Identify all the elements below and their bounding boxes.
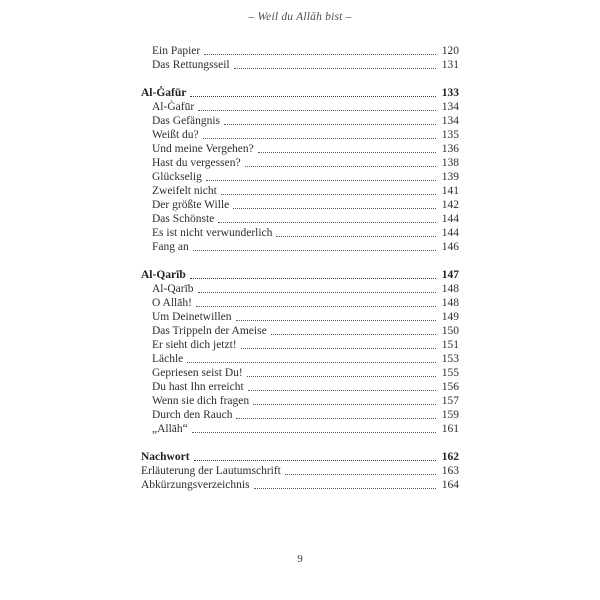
toc-entry-page-number: 144 (441, 213, 459, 225)
toc-entry-page-number: 164 (441, 479, 459, 491)
toc-entry-label: Wenn sie dich fragen (152, 395, 250, 407)
toc-entry-page-number: 161 (441, 423, 459, 435)
toc (141, 44, 459, 492)
toc-entry-page-number: 153 (441, 353, 459, 365)
toc-entry (141, 44, 459, 58)
toc-entry (141, 310, 459, 324)
folio-page-number: 9 (297, 553, 303, 565)
toc-entry (141, 282, 459, 296)
dot-leader (194, 460, 436, 461)
dot-leader (248, 390, 436, 391)
running-head-title: – Weil du Allāh bist – (248, 11, 352, 23)
dot-leader (203, 138, 436, 139)
toc-entry-page-number: 159 (441, 409, 459, 421)
toc-entry-page-number: 157 (441, 395, 459, 407)
toc-entry (141, 128, 459, 142)
toc-entry (141, 450, 459, 464)
toc-group (141, 44, 459, 72)
toc-entry-page-number: 134 (441, 101, 459, 113)
toc-entry-label: Er sieht dich jetzt! (152, 339, 237, 351)
toc-entry-page-number: 141 (441, 185, 459, 197)
dot-leader (221, 194, 436, 195)
toc-entry (141, 478, 459, 492)
toc-group (141, 268, 459, 436)
dot-leader (224, 124, 436, 125)
toc-entry-label: Hast du vergessen? (152, 157, 241, 169)
toc-entry-page-number: 147 (441, 269, 459, 281)
dot-leader (258, 152, 436, 153)
toc-group (141, 450, 459, 492)
toc-entry-label: Weißt du? (152, 129, 199, 141)
toc-entry (141, 226, 459, 240)
toc-entry-label: Al-Qarīb (141, 269, 186, 281)
dot-leader (245, 166, 436, 167)
toc-entry-label: Und meine Vergehen? (152, 143, 254, 155)
toc-entry (141, 142, 459, 156)
dot-leader (241, 348, 436, 349)
toc-entry-label: Der größte Wille (152, 199, 230, 211)
toc-entry-label: Es ist nicht verwunderlich (152, 227, 273, 239)
toc-entry (141, 268, 459, 282)
dot-leader (276, 236, 436, 237)
dot-leader (190, 278, 436, 279)
toc-entry (141, 198, 459, 212)
toc-entry-label: Du hast Ihn erreicht (152, 381, 244, 393)
toc-entry-page-number: 139 (441, 171, 459, 183)
toc-entry-label: Das Rettungsseil (152, 59, 230, 71)
toc-entry-page-number: 149 (441, 311, 459, 323)
toc-entry-label: Ein Papier (152, 45, 201, 57)
toc-entry (141, 324, 459, 338)
toc-entry-page-number: 150 (441, 325, 459, 337)
toc-entry (141, 100, 459, 114)
toc-entry-label: Lächle (152, 353, 184, 365)
dot-leader (198, 292, 436, 293)
dot-leader (190, 96, 436, 97)
toc-entry-page-number: 148 (441, 297, 459, 309)
toc-entry (141, 86, 459, 100)
toc-entry (141, 366, 459, 380)
dot-leader (236, 320, 436, 321)
toc-entry-label: Um Deinetwillen (152, 311, 232, 323)
toc-entry-label: Fang an (152, 241, 189, 253)
toc-entry-page-number: 146 (441, 241, 459, 253)
toc-entry-page-number: 156 (441, 381, 459, 393)
toc-entry-page-number: 134 (441, 115, 459, 127)
dot-leader (218, 222, 436, 223)
toc-entry-label: Abkürzungsverzeichnis (141, 479, 250, 491)
toc-entry-page-number: 131 (441, 59, 459, 71)
toc-entry-label: Glückselig (152, 171, 202, 183)
toc-entry (141, 464, 459, 478)
dot-leader (187, 362, 436, 363)
dot-leader (253, 404, 436, 405)
toc-entry (141, 380, 459, 394)
dot-leader (254, 488, 436, 489)
toc-entry-label: „Allāh“ (152, 423, 188, 435)
toc-entry (141, 352, 459, 366)
toc-entry-label: Zweifelt nicht (152, 185, 217, 197)
toc-entry (141, 296, 459, 310)
toc-entry-label: Das Schönste (152, 213, 215, 225)
toc-entry (141, 408, 459, 422)
toc-entry-page-number: 155 (441, 367, 459, 379)
toc-entry-label: Das Trippeln der Ameise (152, 325, 267, 337)
toc-entry-page-number: 138 (441, 157, 459, 169)
toc-entry (141, 240, 459, 254)
dot-leader (236, 418, 436, 419)
toc-entry-label: Gepriesen seist Du! (152, 367, 243, 379)
dot-leader (204, 54, 436, 55)
toc-entry-page-number: 148 (441, 283, 459, 295)
dot-leader (234, 68, 436, 69)
toc-entry (141, 58, 459, 72)
toc-entry-page-number: 136 (441, 143, 459, 155)
toc-entry-label: Nachwort (141, 451, 190, 463)
toc-entry-label: Al-Ġafūr (141, 87, 187, 99)
toc-entry-page-number: 163 (441, 465, 459, 477)
toc-entry-page-number: 135 (441, 129, 459, 141)
toc-entry-page-number: 151 (441, 339, 459, 351)
toc-entry (141, 114, 459, 128)
toc-entry (141, 394, 459, 408)
toc-entry (141, 184, 459, 198)
dot-leader (285, 474, 436, 475)
dot-leader (192, 432, 436, 433)
toc-entry-label: Erläuterung der Lautumschrift (141, 465, 281, 477)
dot-leader (233, 208, 436, 209)
toc-entry-label: Al-Qarīb (152, 283, 194, 295)
dot-leader (247, 376, 436, 377)
toc-entry-label: Das Gefängnis (152, 115, 221, 127)
toc-entry (141, 212, 459, 226)
toc-entry-page-number: 162 (441, 451, 459, 463)
toc-entry-label: Al-Ġafūr (152, 101, 195, 113)
toc-entry (141, 422, 459, 436)
dot-leader (198, 110, 436, 111)
toc-entry-page-number: 120 (441, 45, 459, 57)
toc-entry-page-number: 142 (441, 199, 459, 211)
toc-entry-page-number: 144 (441, 227, 459, 239)
toc-entry (141, 156, 459, 170)
toc-entry-page-number: 133 (441, 87, 459, 99)
toc-entry-label: O Allāh! (152, 297, 192, 309)
toc-entry (141, 170, 459, 184)
dot-leader (193, 250, 436, 251)
dot-leader (271, 334, 436, 335)
dot-leader (206, 180, 436, 181)
toc-group (141, 86, 459, 254)
dot-leader (196, 306, 436, 307)
toc-entry-label: Durch den Rauch (152, 409, 233, 421)
toc-entry (141, 338, 459, 352)
